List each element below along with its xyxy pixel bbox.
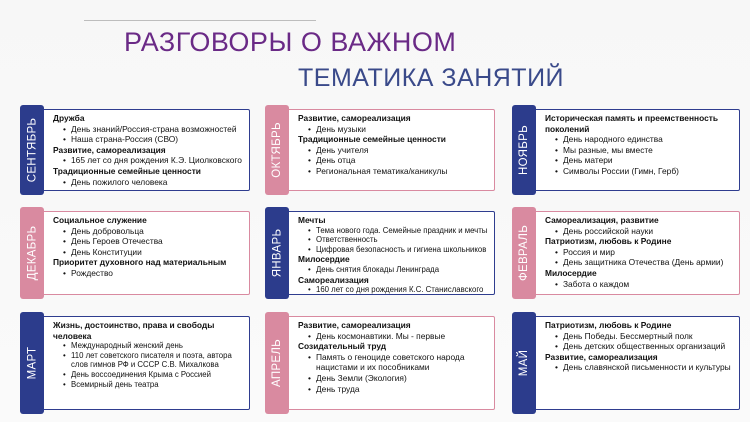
list-item: • Символы России (Гимн, Герб) — [555, 166, 733, 177]
list-item: • День снятия блокады Ленинграда — [308, 265, 488, 275]
list-item: • День добровольца — [63, 226, 243, 237]
section-heading: Социальное служение — [53, 215, 147, 225]
list-item: • День учителя — [308, 145, 488, 156]
section-heading: Патриотизм, любовь к Родине — [545, 320, 672, 330]
section-list — [545, 247, 733, 268]
list-item: • День детских общественных организаций — [555, 341, 733, 352]
list-item: • День пожилого человека — [63, 177, 243, 188]
list-item: • Забота о каждом — [555, 279, 733, 290]
section-list — [545, 362, 733, 373]
list-item: • Ответственность — [308, 235, 488, 245]
section-list — [53, 177, 243, 188]
section-list — [53, 268, 243, 279]
section-list — [298, 352, 488, 394]
section-heading: Милосердие — [545, 267, 597, 278]
month-label: МАРТ — [26, 346, 39, 380]
month-tab — [265, 105, 289, 195]
month-content — [32, 211, 250, 295]
section-list — [298, 331, 488, 342]
section-heading: Развитие, самореализация — [53, 144, 166, 155]
section-list — [298, 265, 488, 275]
list-item: • День Земли (Экология) — [308, 373, 488, 384]
month-content — [524, 316, 740, 410]
page-title: РАЗГОВОРЫ О ВАЖНОМ — [124, 27, 457, 57]
list-item: • День Победы. Бессмертный полк — [555, 331, 733, 342]
list-item: • День защитника Отечества (День армии) — [555, 257, 733, 268]
section-heading: Традиционные семейные ценности — [298, 134, 446, 145]
list-item: • Цифровая безопасность и гигиена школьников — [308, 245, 488, 255]
section-heading: Развитие, самореализация — [298, 320, 411, 330]
list-item: • Мы разные, мы вместе — [555, 145, 733, 156]
list-item: • День космонавтики. Мы - первые — [308, 331, 488, 342]
section-heading: Дружба — [53, 113, 85, 123]
month-card-4 — [20, 207, 250, 299]
section-list — [298, 226, 488, 255]
month-label: ЯНВАРЬ — [271, 228, 283, 278]
list-item: • Россия и мир — [555, 247, 733, 258]
month-card-7 — [20, 312, 250, 414]
list-item: • Наша страна-Россия (СВО) — [63, 134, 243, 145]
section-heading: Патриотизм, любовь к Родине — [545, 236, 672, 247]
month-tab — [265, 312, 289, 414]
list-item: • Международный женский день — [63, 341, 243, 351]
list-item: • Всемирный день театра — [63, 380, 243, 390]
month-label: АПРЕЛЬ — [271, 338, 284, 388]
list-item: • День народного единства — [555, 134, 733, 145]
list-item: • День российской науки — [555, 226, 733, 237]
month-content — [32, 316, 250, 410]
section-list — [53, 341, 243, 389]
month-tab — [20, 312, 44, 414]
month-label: НОЯБРЬ — [518, 125, 530, 175]
list-item: • День славянской письменности и культуры — [555, 362, 733, 373]
month-card-6 — [512, 207, 740, 299]
section-list — [53, 226, 243, 258]
list-item: • День знаний/Россия-страна возможностей — [63, 124, 243, 135]
list-item: • День труда — [308, 384, 488, 395]
list-item: • 165 лет со дня рождения К.Э. Циолковского — [63, 155, 243, 166]
section-heading: Историческая память и преемственность поколений — [545, 113, 718, 134]
section-heading: Жизнь, достоинство, права и свободы человека — [53, 320, 215, 341]
list-item: • Память о геноциде советского народа нацистами и их пособниками — [308, 352, 488, 373]
month-tab — [512, 207, 536, 299]
page-subtitle: ТЕМАТИКА ЗАНЯТИЙ — [298, 64, 565, 92]
month-tab — [265, 207, 289, 299]
month-tab — [512, 105, 536, 195]
section-heading: Самореализация, развитие — [545, 215, 659, 225]
list-item: • День матери — [555, 155, 733, 166]
month-content — [524, 211, 740, 295]
month-card-3 — [512, 105, 740, 195]
month-card-8 — [265, 312, 495, 414]
month-label: СЕНТЯБРЬ — [26, 117, 38, 183]
list-item: • День Конституции — [63, 247, 243, 258]
month-content — [32, 109, 250, 191]
month-content — [524, 109, 740, 191]
month-label: ФЕВРАЛЬ — [518, 224, 531, 282]
month-content — [277, 316, 495, 410]
list-item: • День отца — [308, 155, 488, 166]
list-item: • 160 лет со дня рождения К.С. Станиславского — [308, 285, 488, 295]
section-list — [545, 331, 733, 352]
section-list — [545, 134, 733, 176]
section-heading: Традиционные семейные ценности — [53, 165, 201, 176]
section-heading: Милосердие — [298, 254, 350, 265]
month-card-9 — [512, 312, 740, 414]
month-card-1 — [20, 105, 250, 195]
month-content — [277, 211, 495, 295]
list-item: • Рождество — [63, 268, 243, 279]
month-content — [277, 109, 495, 191]
month-tab — [512, 312, 536, 414]
section-heading: Развитие, самореализация — [298, 113, 411, 123]
section-heading: Развитие, самореализация — [545, 351, 658, 362]
month-label: ДЕКАБРЬ — [26, 225, 39, 281]
month-label: ОКТЯБРЬ — [271, 122, 283, 178]
section-list — [545, 226, 733, 237]
section-list — [53, 124, 243, 145]
list-item: • 110 лет советского писателя и поэта, автора слов гимнов РФ и СССР С.В. Михалкова — [63, 351, 243, 370]
top-divider — [84, 20, 316, 21]
list-item: • День музыки — [308, 124, 488, 135]
section-list — [298, 145, 488, 177]
section-list — [298, 124, 488, 135]
month-card-5 — [265, 207, 495, 299]
section-list — [298, 285, 488, 295]
month-tab — [20, 207, 44, 299]
section-list — [545, 279, 733, 290]
section-heading: Приоритет духовного над материальным — [53, 257, 227, 268]
section-heading: Самореализация — [298, 274, 369, 285]
month-label: МАЙ — [518, 349, 531, 377]
section-heading: Мечты — [298, 215, 326, 225]
list-item: • Региональная тематика/каникулы — [308, 166, 488, 177]
section-heading: Созидательный труд — [298, 341, 387, 352]
month-tab — [20, 105, 44, 195]
list-item: • День Героев Отечества — [63, 236, 243, 247]
section-list — [53, 155, 243, 166]
list-item: • День воссоединения Крыма с Россией — [63, 370, 243, 380]
list-item: • Тема нового года. Семейные праздник и мечты — [308, 226, 488, 236]
month-card-2 — [265, 105, 495, 195]
